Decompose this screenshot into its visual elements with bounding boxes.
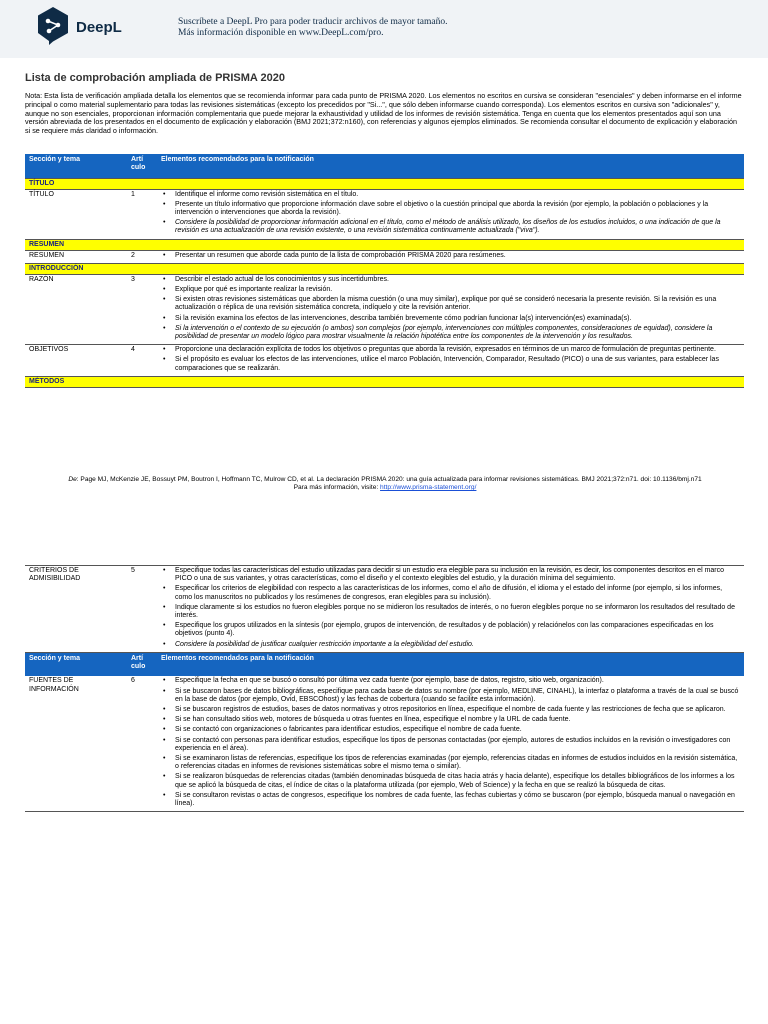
row-items — [157, 345, 744, 377]
row-topic: FUENTES DE INFORMACIÓN — [25, 676, 129, 811]
header-section-topic: Sección y tema — [25, 652, 129, 676]
row-items — [157, 566, 744, 653]
row-number: 4 — [129, 345, 157, 377]
section-label: RESUMEN — [25, 239, 744, 250]
promo-line-2 — [178, 28, 448, 39]
row-items — [157, 274, 744, 344]
table-row — [25, 676, 744, 811]
document-title: Lista de comprobación ampliada de PRISMA 2020 — [25, 72, 285, 84]
list-item: • Especificar los criterios de elegibilidad con respecto a las características de los informes, como el año de difusión, el idioma y el estado del informe (por ejemplo, si los informes, como los manuscritos no publicados y los resúmenes de congresos, eran elegibles para su inclusión). — [161, 585, 740, 601]
row-number: 5 — [129, 566, 157, 653]
prisma-statement-link[interactable]: http://www.prisma-statement.org/ — [380, 484, 477, 491]
list-item: • Considere la posibilidad de proporcionar información adicional en el título, como el método de análisis utilizado, los diseños de los estudios incluidos, o una indicación de que la revisión es una actualización de una revisión existente, o una revisión sistemática continuamente actualizada ("viva"). — [161, 219, 740, 235]
table-row — [25, 566, 744, 653]
deepl-brand-name: DeepL — [76, 19, 122, 36]
list-item: • Si la intervención o el contexto de su ejecución (o ambos) son complejos (por ejemplo, intervenciones con múltiples componentes, consideraciones de equidad), considere la posibilidad de presentar un modelo lógico para mostrar visualmente la relación hipotética entre los componentes de la intervención y los resultados. — [161, 325, 740, 341]
row-topic: RAZÓN — [25, 274, 129, 344]
row-items — [157, 250, 744, 263]
list-item: • Si se realizaron búsquedas de referencias citadas (también denominadas búsqueda de citas hacia atrás y hacia delante), especifique los detalles bibliográficos de los informes a los que se aplicó la búsqueda de citas, el índice de citas o la plataforma utilizada (por ejemplo, Web of Science) y la fecha en que se realizó la búsqueda de citas. — [161, 773, 740, 789]
deepl-promo-text — [178, 17, 448, 39]
promo-prefix: Más información disponible en — [178, 28, 299, 38]
checklist-table-2 — [25, 565, 744, 812]
header-recommended-elements: Elementos recomendados para la notificación — [157, 154, 744, 178]
list-item: • Si el propósito es evaluar los efectos de las intervenciones, utilice el marco Población, Intervención, Comparador, Resultado (PICO) o una de sus variantes, para establecer las comparaciones que se realizarán. — [161, 356, 740, 372]
list-item: • Si se examinaron listas de referencias, especifique los tipos de referencias examinadas (por ejemplo, referencias citadas en informes de estudios incluidos en la revisión sistemática, o referencias citadas en informes de revisiones sistemáticas sobre el mismo tema o similar). — [161, 755, 740, 771]
row-number: 1 — [129, 189, 157, 239]
list-item: • Si la revisión examina los efectos de las intervenciones, describa también brevemente cómo podrían funcionar la(s) intervención(es) examinada(s). — [161, 315, 740, 323]
row-topic: CRITERIOS DE ADMISIBILIDAD — [25, 566, 129, 653]
checklist-table-1 — [25, 154, 744, 388]
list-item: • Si se contactó con organizaciones o fabricantes para identificar estudios, especifique el nombre de cada fuente. — [161, 726, 740, 734]
promo-suffix: . — [381, 28, 384, 38]
list-item: • Presentar un resumen que aborde cada punto de la lista de comprobación PRISMA 2020 para resúmenes. — [161, 252, 740, 260]
table-row — [25, 274, 744, 344]
table-row — [25, 345, 744, 377]
section-label: TÍTULO — [25, 178, 744, 189]
list-item: • Especifique los grupos utilizados en la síntesis (por ejemplo, grupos de intervención, de resultados y de población) y relaciónelos con las comparaciones especificadas en los objetivos (punto 4). — [161, 622, 740, 638]
list-item: • Especifique todas las características del estudio utilizadas para decidir si un estudio era elegible para su inclusión en la revisión, es decir, los componentes descritos en el marco PICO o una de sus variantes, y otras características, como el diseño y el contexto elegibles del estudio, y la duración mínima del seguimiento. — [161, 567, 740, 583]
table-row — [25, 250, 744, 263]
list-item: • Presente un título informativo que proporcione información clave sobre el objetivo o la cuestión principal que aborda la revisión (por ejemplo, la población o poblaciones y la intervención o intervenciones que aborda la revisión). — [161, 201, 740, 217]
document-page-1 — [25, 72, 744, 388]
list-item: • Especifique la fecha en que se buscó o consultó por última vez cada fuente (por ejemplo, base de datos, registro, sitio web, organización). — [161, 677, 740, 685]
row-number: 3 — [129, 274, 157, 344]
section-row-resumen — [25, 239, 744, 250]
citation-body: : Page MJ, McKenzie JE, Bossuyt PM, Boutron I, Hoffmann TC, Mulrow CD, et al. La declaración PRISMA 2020: una guía actualizada para informar revisiones sistemáticas. BMJ 2021;372:n71. doi: 10.1136/bmj.n71 — [76, 476, 702, 483]
list-item: • Si se consultaron revistas o actas de congresos, especifique los nombres de cada fuente, las fechas cubiertas y cómo se buscaron (por ejemplo, búsqueda manual o navegación en línea). — [161, 792, 740, 808]
more-info-line — [40, 484, 730, 492]
promo-line-1: Suscríbete a DeepL Pro para poder traducir archivos de mayor tamaño. — [178, 17, 448, 27]
citation-prefix: De — [68, 476, 77, 483]
deepl-logo-icon — [36, 6, 70, 46]
list-item: • Si se contactó con personas para identificar estudios, especifique los tipos de personas contactadas (por ejemplo, autores de estudios incluidos en la revisión o investigadores con experiencia en el área). — [161, 737, 740, 753]
table-row — [25, 189, 744, 239]
row-number: 2 — [129, 250, 157, 263]
list-item: • Explique por qué es importante realizar la revisión. — [161, 286, 740, 294]
more-info-label: Para más información, visite: — [293, 484, 381, 491]
document-page-2 — [25, 565, 744, 812]
list-item: • Considere la posibilidad de justificar cualquier restricción importante a la elegibilidad del estudio. — [161, 641, 740, 649]
section-label: INTRODUCCIÓN — [25, 263, 744, 274]
list-item: • Indique claramente si los estudios no fueron elegibles porque no se midieron los resultados de interés, o no fueron elegibles porque no se informaron los resultados del resultado de interés. — [161, 604, 740, 620]
section-row-titulo — [25, 178, 744, 189]
citation-text — [40, 476, 730, 484]
table-header-row — [25, 652, 744, 676]
document-note: Nota: Esta lista de verificación ampliada detalla los elementos que se recomienda informar para cada punto de PRISMA 2020. Los elementos no escritos en cursiva se consideran "esenciales" y deben informarse en el informe principal o como material suplementario para todas las revisiones sistemáticas (excepto los precedidos por "Si...", que sólo deben informarse cuando corresponda). Los elementos escritos en cursiva son "adicionales" y, aunque no son esenciales, proporcionan información complementaria que puede mejorar la exhaustividad y utilidad de los informes de revisión sistemática. Tenga en cuenta que los elementos presentados aquí son una versión abreviada de los presentados en el documento de explicación y elaboración (BMJ 2021;372:n160), con referencias y algunos ejemplos eliminados. Se recomienda consultar el documento de explicación y elaboración si se requiere más claridad o información. — [25, 92, 742, 136]
section-label: MÉTODOS — [25, 376, 744, 387]
deepl-pro-link[interactable]: www.DeepL.com/pro — [298, 28, 382, 38]
header-item: Artí culo — [129, 652, 157, 676]
row-topic: TÍTULO — [25, 189, 129, 239]
list-item: • Si se han consultado sitios web, motores de búsqueda u otras fuentes en línea, especifique el nombre y la URL de cada fuente. — [161, 716, 740, 724]
list-item: • Si se buscaron registros de estudios, bases de datos normativas y otros repositorios en línea, especifique el nombre de cada fuente y las restricciones de fecha que se aplicaron. — [161, 706, 740, 714]
row-topic: OBJETIVOS — [25, 345, 129, 377]
list-item: • Proporcione una declaración explícita de todos los objetivos o preguntas que aborda la revisión, expresados en términos de un marco de formulación de preguntas pertinente. — [161, 346, 740, 354]
section-row-introduccion — [25, 263, 744, 274]
row-items — [157, 676, 744, 811]
table-header-row — [25, 154, 744, 178]
header-section-topic: Sección y tema — [25, 154, 129, 178]
section-row-metodos — [25, 376, 744, 387]
list-item: • Identifique el informe como revisión sistemática en el título. — [161, 191, 740, 199]
list-item: • Describir el estado actual de los conocimientos y sus incertidumbres. — [161, 276, 740, 284]
header-recommended-elements: Elementos recomendados para la notificación — [157, 652, 744, 676]
header-item: Artí culo — [129, 154, 157, 178]
deepl-banner — [0, 0, 768, 58]
row-items — [157, 189, 744, 239]
page-footer-citation — [40, 476, 730, 492]
list-item: • Si existen otras revisiones sistemáticas que aborden la misma cuestión (o una muy similar), explique por qué se consideró necesaria la presente revisión. Si la revisión es una actualización o réplica de una revisión sistemática concreta, indíquelo y cite la revisión anterior. — [161, 296, 740, 312]
row-number: 6 — [129, 676, 157, 811]
row-topic: RESUMEN — [25, 250, 129, 263]
list-item: • Si se buscaron bases de datos bibliográficas, especifique para cada base de datos su nombre (por ejemplo, MEDLINE, CINAHL), la interfaz o plataforma a través de la cual se buscó en la base de datos (por ejemplo, Ovid, EBSCOhost) y las fechas de cobertura (cuando se facilite esta información). — [161, 688, 740, 704]
